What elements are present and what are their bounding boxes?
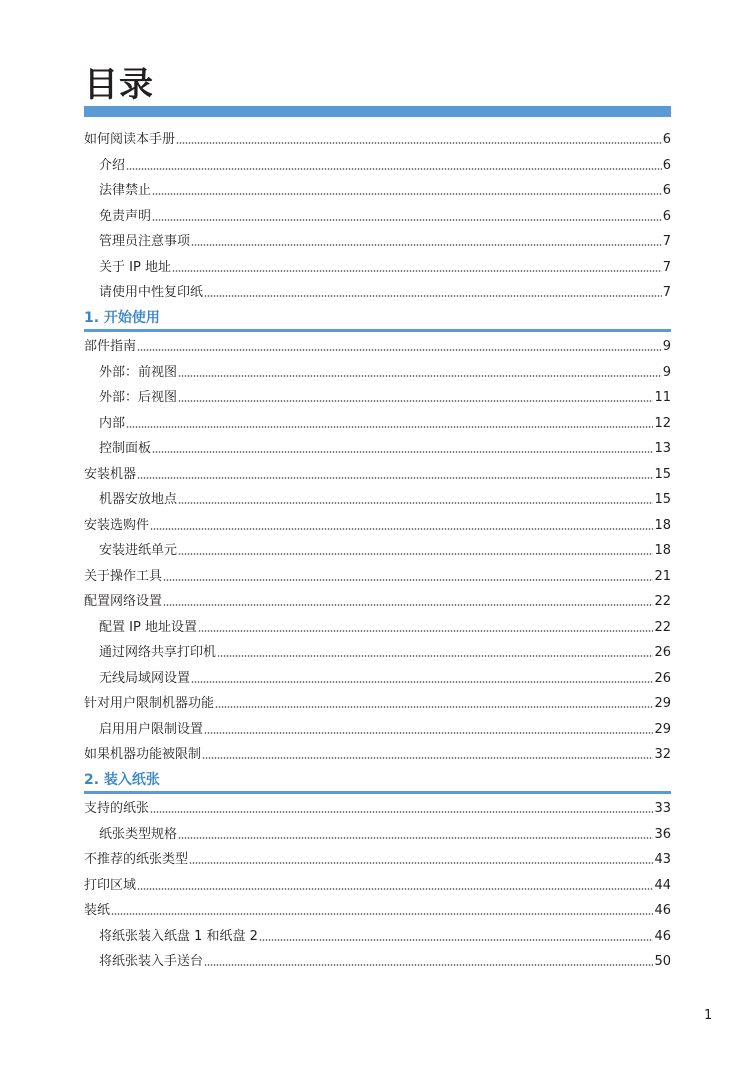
- toc-entry-page: 22: [654, 620, 671, 635]
- dot-leader: [217, 654, 653, 658]
- toc-entry-page: 32: [654, 747, 671, 762]
- toc-entry-label: 不推荐的纸张类型: [84, 852, 189, 867]
- toc-entry[interactable]: [84, 901, 671, 919]
- toc-entry-page: 7: [662, 234, 671, 249]
- toc-entry-page: 15: [654, 492, 671, 507]
- toc-entry-page: 11: [654, 390, 671, 405]
- toc-entry-label: 内部: [99, 416, 126, 431]
- toc-entry[interactable]: [84, 799, 671, 817]
- toc-entry-label: 将纸张装入纸盘 1 和纸盘 2: [99, 929, 258, 944]
- dot-leader: [150, 810, 653, 814]
- dot-leader: [191, 680, 653, 684]
- toc-entry-page: 29: [654, 722, 671, 737]
- toc-entry-page: 26: [654, 645, 671, 660]
- toc-entry-label: 装纸: [84, 903, 111, 918]
- toc-subentry[interactable]: [99, 618, 671, 636]
- toc-entry-page: 7: [662, 260, 671, 275]
- toc-entry-label: 外部：后视图: [99, 390, 178, 405]
- toc-entry-page: 46: [654, 929, 671, 944]
- toc-subentry[interactable]: [99, 490, 671, 508]
- dot-leader: [126, 167, 662, 171]
- toc-entry-page: 12: [654, 416, 671, 431]
- chapter-heading[interactable]: 2. 装入纸张: [84, 771, 671, 794]
- toc-entry-page: 18: [654, 543, 671, 558]
- toc-entry-page: 6: [662, 183, 671, 198]
- toc-entry-label: 安装进纸单元: [99, 543, 178, 558]
- toc-entry-page: 9: [662, 339, 671, 354]
- page-number: 1: [704, 1008, 713, 1023]
- toc-entry-page: 43: [654, 852, 671, 867]
- toc-subentry[interactable]: [99, 927, 671, 945]
- toc-entry-page: 9: [662, 365, 671, 380]
- dot-leader: [163, 603, 653, 607]
- toc-subentry[interactable]: [99, 643, 671, 661]
- toc-entry[interactable]: [84, 337, 671, 355]
- dot-leader: [152, 192, 662, 196]
- dot-leader: [172, 269, 662, 273]
- toc-entry-label: 安装机器: [84, 467, 137, 482]
- dot-leader: [189, 861, 653, 865]
- toc-entry[interactable]: [84, 876, 671, 894]
- toc-entry-label: 如何阅读本手册: [84, 132, 176, 147]
- toc-entry-page: 6: [662, 209, 671, 224]
- title-underline-bar: [84, 106, 671, 117]
- toc-entry-label: 关于 IP 地址: [99, 260, 171, 275]
- toc-subentry[interactable]: [99, 363, 671, 381]
- toc-subentry[interactable]: [99, 439, 671, 457]
- toc-subentry[interactable]: [99, 720, 671, 738]
- toc-entry-page: 6: [662, 132, 671, 147]
- dot-leader: [163, 578, 653, 582]
- toc-entry-label: 免责声明: [99, 209, 152, 224]
- toc-subentry[interactable]: [99, 669, 671, 687]
- dot-leader: [215, 705, 653, 709]
- toc-subentry[interactable]: [99, 414, 671, 432]
- toc-subentry[interactable]: [99, 388, 671, 406]
- dot-leader: [198, 629, 654, 633]
- toc-entry-page: 44: [654, 878, 671, 893]
- dot-leader: [137, 348, 662, 352]
- toc-subentry[interactable]: [99, 952, 671, 970]
- toc-entry-page: 15: [654, 467, 671, 482]
- toc-entry-label: 安装选购件: [84, 518, 150, 533]
- toc-entry-page: 7: [662, 285, 671, 300]
- toc-entry-label: 管理员注意事项: [99, 234, 191, 249]
- dot-leader: [178, 399, 653, 403]
- toc-entry-label: 外部：前视图: [99, 365, 178, 380]
- toc-entry-page: 21: [654, 569, 671, 584]
- toc-entry[interactable]: [84, 465, 671, 483]
- toc-entry-label: 将纸张装入手送台: [99, 954, 204, 969]
- toc-entry-label: 机器安放地点: [99, 492, 178, 507]
- dot-leader: [137, 476, 653, 480]
- dot-leader: [259, 938, 654, 942]
- dot-leader: [204, 963, 653, 967]
- toc-subentry[interactable]: [99, 825, 671, 843]
- dot-leader: [150, 527, 653, 531]
- dot-leader: [178, 501, 653, 505]
- toc-entry-label: 针对用户限制机器功能: [84, 696, 215, 711]
- dot-leader: [111, 912, 653, 916]
- toc-entry-label: 介绍: [99, 158, 126, 173]
- dot-leader: [204, 731, 653, 735]
- toc-entry-page: 26: [654, 671, 671, 686]
- dot-leader: [191, 243, 662, 247]
- toc-entry-label: 关于操作工具: [84, 569, 163, 584]
- toc-subentry[interactable]: [99, 283, 671, 301]
- toc-subentry[interactable]: [99, 232, 671, 250]
- toc-entry-label: 纸张类型规格: [99, 827, 178, 842]
- toc-subentry[interactable]: [99, 156, 671, 174]
- page-title: 目录: [84, 65, 154, 105]
- chapter-heading[interactable]: 1. 开始使用: [84, 309, 671, 332]
- toc-entry-label: 请使用中性复印纸: [99, 285, 204, 300]
- toc-entry[interactable]: [84, 592, 671, 610]
- toc-entry-label: 控制面板: [99, 441, 152, 456]
- toc-entry[interactable]: [84, 516, 671, 534]
- dot-leader: [152, 450, 653, 454]
- toc-entry-page: 13: [654, 441, 671, 456]
- toc-subentry[interactable]: [99, 181, 671, 199]
- toc-subentry[interactable]: [99, 541, 671, 559]
- toc-entry-page: 33: [654, 801, 671, 816]
- toc-entry-label: 配置 IP 地址设置: [99, 620, 197, 635]
- toc-entry-page: 50: [654, 954, 671, 969]
- toc-entry-label: 通过网络共享打印机: [99, 645, 217, 660]
- toc-entry-page: 18: [654, 518, 671, 533]
- toc-entry[interactable]: [84, 745, 671, 763]
- toc-entry-page: 36: [654, 827, 671, 842]
- toc-entry[interactable]: [84, 850, 671, 868]
- dot-leader: [178, 374, 662, 378]
- toc-entry-label: 如果机器功能被限制: [84, 747, 202, 762]
- dot-leader: [137, 887, 653, 891]
- toc-entry-page: 46: [654, 903, 671, 918]
- dot-leader: [152, 218, 662, 222]
- dot-leader: [202, 756, 653, 760]
- toc-entry-label: 部件指南: [84, 339, 137, 354]
- toc-entry[interactable]: [84, 694, 671, 712]
- dot-leader: [176, 141, 662, 145]
- toc-entry-page: 22: [654, 594, 671, 609]
- toc-subentry[interactable]: [99, 207, 671, 225]
- toc-entry-page: 29: [654, 696, 671, 711]
- dot-leader: [178, 836, 653, 840]
- toc-entry-label: 支持的纸张: [84, 801, 150, 816]
- toc-entry-label: 无线局域网设置: [99, 671, 191, 686]
- toc-entry-page: 6: [662, 158, 671, 173]
- toc-subentry[interactable]: [99, 258, 671, 276]
- toc-entry-label: 打印区域: [84, 878, 137, 893]
- toc-entry[interactable]: [84, 130, 671, 148]
- dot-leader: [204, 294, 662, 298]
- toc-entry-label: 配置网络设置: [84, 594, 163, 609]
- toc-entry[interactable]: [84, 567, 671, 585]
- toc-entry-label: 法律禁止: [99, 183, 152, 198]
- dot-leader: [178, 552, 653, 556]
- dot-leader: [126, 425, 653, 429]
- toc-entry-label: 启用用户限制设置: [99, 722, 204, 737]
